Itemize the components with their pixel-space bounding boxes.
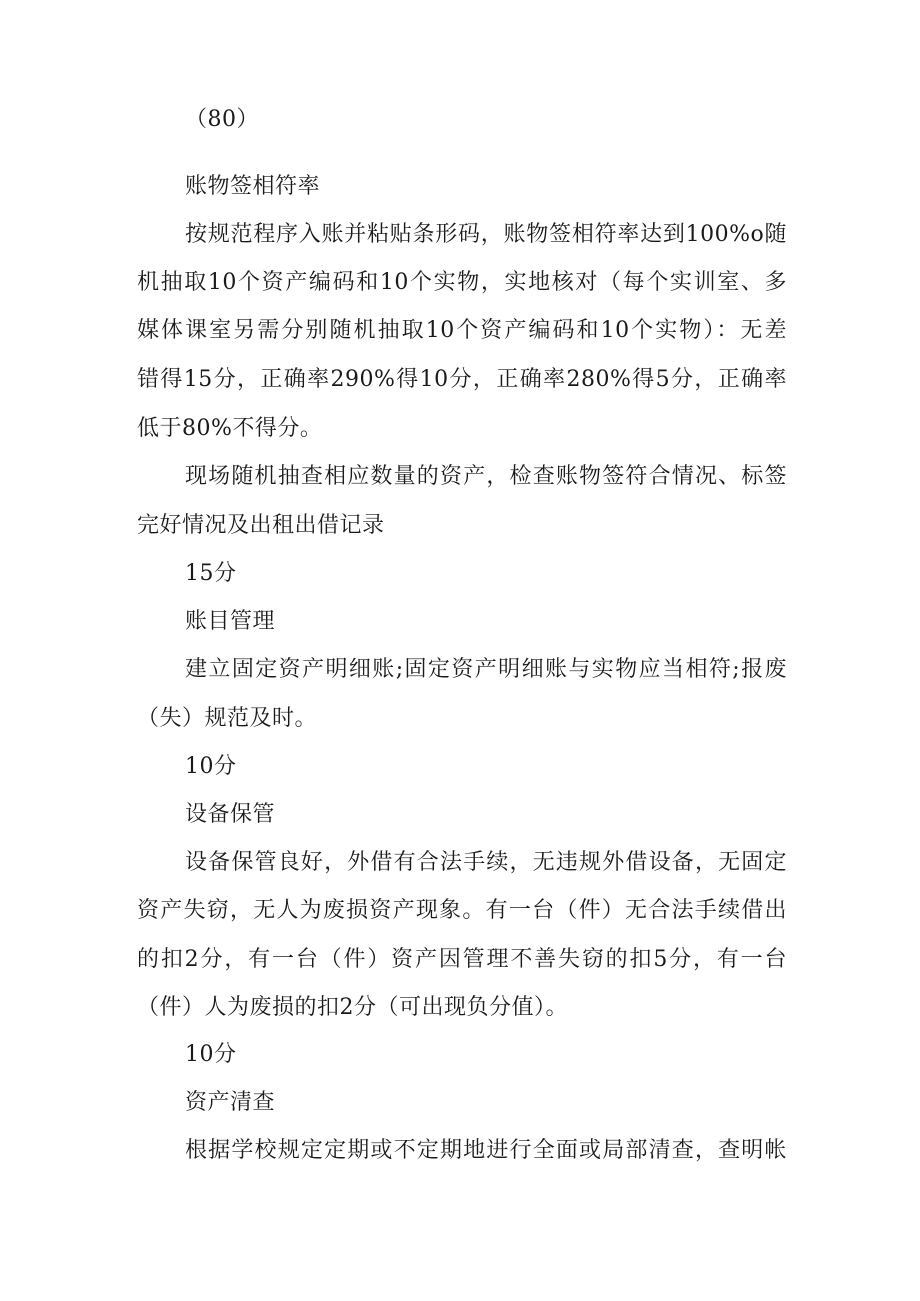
paragraph-line: 完好情况及出租出借记录	[137, 513, 385, 538]
score-label: 10分	[185, 754, 237, 779]
paragraph-line: 设备保管良好，外借有合法手续，无违规外借设备，无固定	[185, 850, 787, 875]
item-title-account-match-rate: 账物签相符率	[185, 174, 321, 199]
paragraph-line: 根据学校规定定期或不定期地进行全面或局部清查，查明帐	[185, 1138, 787, 1163]
item-title-equipment-custody: 设备保管	[185, 802, 276, 827]
item-title-account-management: 账目管理	[185, 609, 276, 634]
paragraph-line: 现场随机抽查相应数量的资产，检查账物签符合情况、标签	[185, 464, 787, 489]
paragraph-line: 机抽取10个资产编码和10个实物，实地核对（每个实训室、多	[137, 270, 787, 295]
score-label: 15分	[185, 561, 237, 586]
paragraph-line: 建立固定资产明细账;固定资产明细账与实物应当相符;报废	[185, 657, 787, 682]
score-label: 10分	[185, 1042, 237, 1067]
paragraph-line: 资产失窃，无人为废损资产现象。有一台（件）无合法手续借出	[137, 898, 787, 923]
paragraph-line: 错得15分，正确率290%得10分，正确率280%得5分，正确率	[137, 367, 787, 392]
score-header: （80）	[185, 107, 259, 132]
paragraph-line: （失）规范及时。	[137, 706, 318, 731]
item-title-asset-inventory: 资产清查	[185, 1090, 276, 1115]
paragraph-line: 低于80%不得分。	[137, 416, 323, 441]
paragraph-line: 媒体课室另需分别随机抽取10个资产编码和10个实物）：无差	[137, 318, 787, 343]
paragraph-line: 按规范程序入账并粘贴条形码，账物签相符率达到100%o随	[185, 222, 787, 247]
paragraph-line: （件）人为废损的扣2分（可出现负分值）。	[137, 995, 568, 1020]
paragraph-line: 的扣2分，有一台（件）资产因管理不善失窃的扣5分，有一台	[137, 947, 787, 972]
